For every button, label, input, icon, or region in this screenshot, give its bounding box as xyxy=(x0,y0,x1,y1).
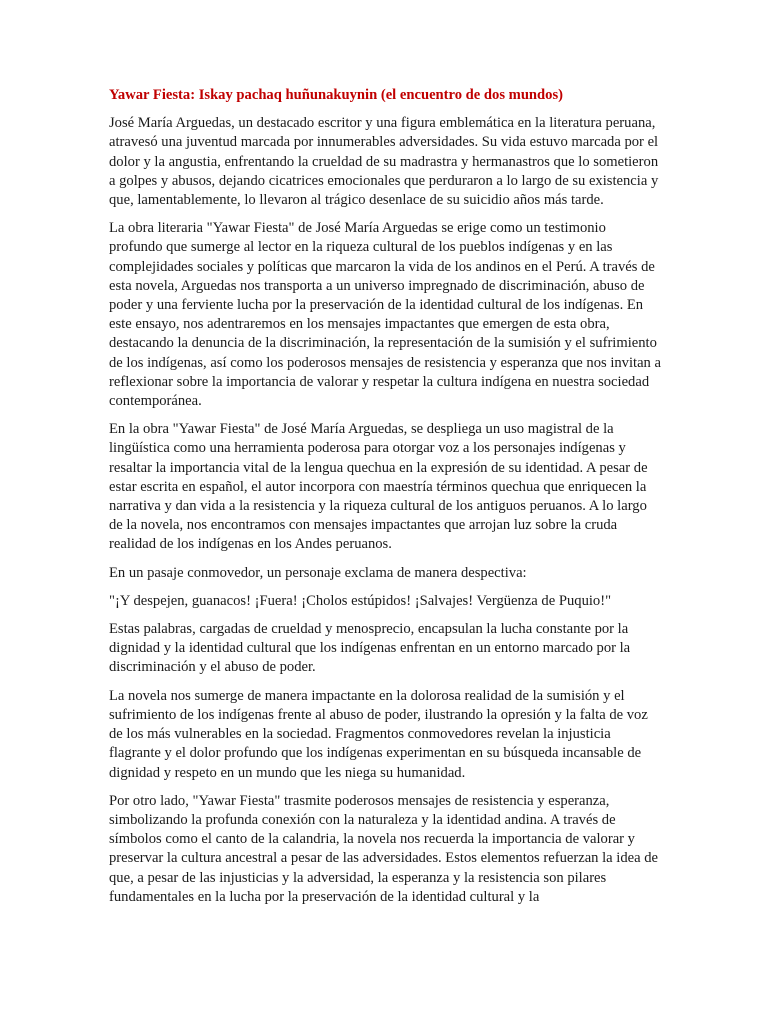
paragraph-linguistics: En la obra "Yawar Fiesta" de José María Arguedas, se despliega un uso magistral de la lingüística como una herramienta poderosa para otorgar voz a los personajes indígenas y resaltar la importancia vital de la lengua quechua en la expresión de su identidad. A pesar de estar escrita en español, el autor incorpora con maestría términos quechua que enriquecen la narrativa y dan vida a la resistencia y la riqueza cultural de los antiguos peruanos. A lo largo de la novela, nos encontramos con mensajes impactantes que arrojan luz sobre la cruda realidad de los indígenas en los Andes peruanos. xyxy=(109,421,648,553)
paragraph-quote: "¡Y despejen, guanacos! ¡Fuera! ¡Cholos estúpidos! ¡Salvajes! Vergüenza de Puquio!" xyxy=(109,592,612,609)
paragraph-work-overview: La obra literaria "Yawar Fiesta" de José María Arguedas se erige como un testimonio profundo que sumerge al lector en la riqueza cultural de los pueblos indígenas y en las complejidades sociales y políticas que marcaron la vida de los andinos en el Perú. A través de esta novela, Arguedas nos transporta a un universo impregnado de discriminación, abuso de poder y una ferviente lucha por la preservación de la identidad cultural de los indígenas. En este ensayo, nos adentraremos en los mensajes impactantes que emergen de esta obra, destacando la denuncia de la discriminación, la representación de la sumisión y el sufrimiento de los indígenas, así como los poderosos mensajes de resistencia y esperanza que nos invitan a reflexionar sobre la importancia de valorar y respetar la cultura indígena en nuestra sociedad contemporánea. xyxy=(109,220,661,410)
paragraph-submission: La novela nos sumerge de manera impactante en la dolorosa realidad de la sumisión y el sufrimiento de los indígenas frente al abuso de poder, ilustrando la opresión y la falta de voz de los más vulnerables en la sociedad. Fragmentos conmovedores revelan la injusticia flagrante y el dolor profundo que los indígenas experimentan en su búsqueda incansable de dignidad y respeto en un mundo que les niega su humanidad. xyxy=(109,687,648,781)
paragraph-resistance: Por otro lado, "Yawar Fiesta" trasmite poderosos mensajes de resistencia y esperanza, simbolizando la profunda conexión con la naturaleza y la identidad andina. A través de símbolos como el canto de la calandria, la novela nos recuerda la importancia de valorar y preservar la cultura ancestral a pesar de las adversidades. Estos elementos refuerzan la idea de que, a pesar de las injusticias y la adversidad, la esperanza y la resistencia son pilares fundamentales en la lucha por la preservación de la identidad cultural y la xyxy=(109,792,659,905)
paragraph-quote-commentary: Estas palabras, cargadas de crueldad y menosprecio, encapsulan la lucha constante por la dignidad y la identidad cultural que los indígenas enfrentan en un entorno marcado por la discriminación y el abuso de poder. xyxy=(109,621,631,676)
paragraph-intro: José María Arguedas, un destacado escritor y una figura emblemática en la literatura peruana, atravesó una juventud marcada por innumerables adversidades. Su vida estuvo marcada por el dolor y la angustia, enfrentando la crueldad de su madrastra y hermanastros que lo sometieron a golpes y abusos, dejando cicatrices emocionales que perduraron a lo largo de su existencia y que, lamentablemente, lo llevaron al trágico desenlace de su suicidio años más tarde. xyxy=(109,115,659,209)
document-page xyxy=(109,86,661,916)
document-title: Yawar Fiesta: Iskay pachaq huñunakuynin (el encuentro de dos mundos) xyxy=(109,87,564,103)
paragraph-passage-intro: En un pasaje conmovedor, un personaje exclama de manera despectiva: xyxy=(109,564,527,581)
